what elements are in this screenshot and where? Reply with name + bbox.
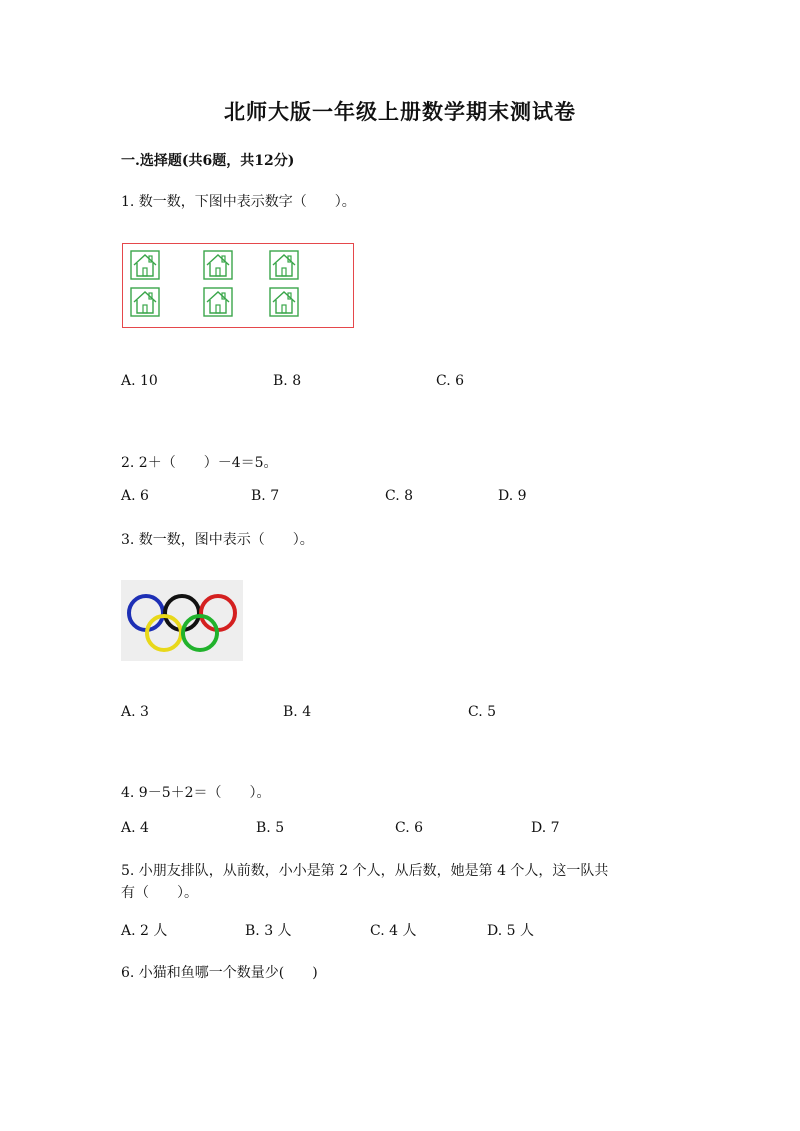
option-d[interactable]: D. 5 人	[487, 923, 534, 939]
option-b[interactable]: B. 8	[273, 373, 302, 389]
question-1-text: 1. 数一数，下图中表示数字（ ）。	[121, 194, 356, 210]
house-icon	[269, 250, 299, 280]
option-b[interactable]: B. 7	[251, 488, 280, 504]
question-5-text-line1: 5. 小朋友排队，从前数，小小是第 2 个人，从后数，她是第 4 个人，这一队共	[121, 863, 609, 879]
option-a[interactable]: A. 3	[121, 704, 149, 720]
option-c[interactable]: C. 6	[436, 373, 465, 389]
house-icon	[269, 287, 299, 317]
section-heading: 一.选择题(共6题，共12分)	[121, 153, 295, 169]
question-5-text-line2: 有（ ）。	[121, 885, 198, 901]
option-a[interactable]: A. 2 人	[121, 923, 168, 939]
olympic-rings-icon	[121, 580, 243, 661]
page-title: 北师大版一年级上册数学期末测试卷	[224, 99, 576, 124]
option-c[interactable]: C. 5	[468, 704, 497, 720]
question-2-text: 2. 2＋（ ）－4＝5。	[121, 455, 278, 471]
option-a[interactable]: A. 10	[121, 373, 158, 389]
option-d[interactable]: D. 7	[531, 820, 560, 836]
option-a[interactable]: A. 4	[121, 820, 149, 836]
option-c[interactable]: C. 8	[385, 488, 414, 504]
house-icon	[130, 250, 160, 280]
option-c[interactable]: C. 6	[395, 820, 424, 836]
question-4-text: 4. 9－5＋2＝（ ）。	[121, 785, 271, 801]
option-a[interactable]: A. 6	[121, 488, 149, 504]
option-b[interactable]: B. 5	[256, 820, 285, 836]
option-b[interactable]: B. 3 人	[245, 923, 292, 939]
house-icon	[130, 287, 160, 317]
option-d[interactable]: D. 9	[498, 488, 527, 504]
option-b[interactable]: B. 4	[283, 704, 312, 720]
question-6-text: 6. 小猫和鱼哪一个数量少( )	[121, 965, 318, 981]
house-icon	[203, 287, 233, 317]
olympic-rings-figure	[121, 580, 243, 661]
house-figure	[122, 243, 354, 328]
option-c[interactable]: C. 4 人	[370, 923, 417, 939]
house-icon	[203, 250, 233, 280]
question-3-text: 3. 数一数，图中表示（ ）。	[121, 532, 314, 548]
